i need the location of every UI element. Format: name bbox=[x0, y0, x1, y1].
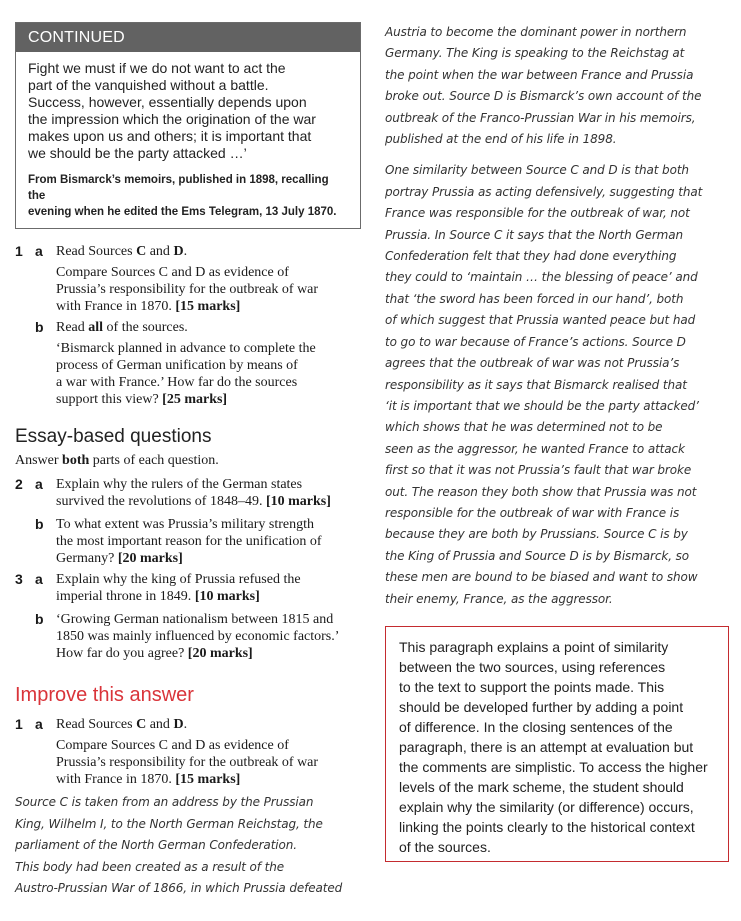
marks-label: [15 marks] bbox=[175, 772, 241, 787]
question-text: ‘Growing German nationalism between 1815 and 1850 was mainly influenced by economic factors.’ How far do you agree? bbox=[56, 612, 340, 661]
improve-question-instruction bbox=[56, 716, 361, 733]
question-2a-text bbox=[56, 476, 361, 510]
marks-label: [20 marks] bbox=[187, 646, 253, 661]
question-1b-text bbox=[56, 340, 361, 408]
source-c-ref: C bbox=[136, 244, 147, 259]
marks-label: [15 marks] bbox=[175, 299, 241, 314]
question-text: Compare Sources C and D as evidence of Prussia’s responsibility for the outbreak of war with France in 1870. bbox=[56, 738, 319, 787]
marks-label: [10 marks] bbox=[265, 494, 331, 509]
question-1a-text bbox=[56, 264, 361, 315]
source-d-quote: Fight we must if we do not want to act the part of the vanquished without a battle. Success, however, essentially depends upon the impression which the origination of the war makes upon us and others; it is important that we should be the party attacked …’ bbox=[28, 60, 316, 161]
question-2a bbox=[15, 476, 361, 510]
instruction-text: Read Sources bbox=[56, 717, 137, 732]
question-text: Explain why the king of Prussia refused the imperial throne in 1849. bbox=[56, 572, 301, 604]
marks-label: [20 marks] bbox=[117, 551, 183, 566]
question-3b bbox=[15, 611, 361, 662]
right-column bbox=[385, 22, 730, 610]
essay-instruction bbox=[15, 452, 361, 469]
instruction-text: of the sources. bbox=[103, 320, 188, 335]
question-letter: b bbox=[35, 319, 44, 335]
question-number: 1 bbox=[15, 243, 23, 259]
question-letter: a bbox=[35, 243, 43, 259]
source-d-box bbox=[15, 22, 361, 229]
question-3a-text bbox=[56, 571, 361, 605]
improve-question-1a bbox=[15, 716, 361, 788]
question-1b-instruction bbox=[56, 319, 361, 336]
student-answer-part3: One similarity between Source C and D is that both portray Prussia as acting defensively, suggesting that France was responsible for the outbreak of war, not Prussia. In Source C it says that the North German Confederation felt that they had done everything they could to ‘maintain … the blessing of peace’ and that ‘the sword has been forced in our hand’, both of which suggest that Prussia wanted peace but had to go to war because of France’s actions. Source D agrees that the outbreak of war was not Prussia’s responsibility as it says that Bismarck realised that ‘it is important that we should be the party attacked’ which shows that he was determined not to be seen as the aggressor, he wanted France to attack first so that it was not Prussia’s fault that war broke out. The reason they both show that Prussia was not responsible for the outbreak of war with France is because they are both by Prussians. Source C is by the King of Prussia and Source D is by Bismarck, so these men are bound to be biased and want to show their enemy, France, as the aggressor. bbox=[385, 163, 703, 606]
question-2b-text bbox=[56, 516, 361, 567]
question-letter: b bbox=[35, 516, 44, 532]
improve-heading: Improve this answer bbox=[15, 684, 194, 706]
question-letter: b bbox=[35, 611, 44, 627]
question-2b bbox=[15, 516, 361, 567]
question-3a bbox=[15, 571, 361, 605]
continued-header: CONTINUED bbox=[16, 23, 360, 52]
question-text: ‘Bismarck planned in advance to complete the process of German unification by means of a war with France.’ How far do the sources support this view? bbox=[56, 341, 316, 407]
instruction-emphasis: both bbox=[62, 453, 90, 468]
source-c-ref: C bbox=[136, 717, 147, 732]
instruction-emphasis: all bbox=[88, 320, 104, 335]
source-d-ref: D bbox=[173, 244, 184, 259]
instruction-text: Read Sources bbox=[56, 244, 137, 259]
marks-label: [25 marks] bbox=[162, 392, 228, 407]
question-number: 1 bbox=[15, 716, 23, 732]
question-1b bbox=[15, 319, 361, 408]
source-d-body bbox=[16, 52, 360, 228]
instruction-text: . bbox=[183, 717, 188, 732]
instruction-text: and bbox=[146, 717, 174, 732]
instruction-text: Read bbox=[56, 320, 89, 335]
student-answer-part2: Austria to become the dominant power in northern Germany. The King is speaking to the Reichstag at the point when the war between France and Prussia broke out. Source D is Bismarck’s own account of the outbreak of the Franco-Prussian War in his memoirs, published at the end of his life in 1898. bbox=[385, 25, 702, 147]
question-text: To what extent was Prussia’s military strength the most important reason for the unification of Germany? bbox=[56, 517, 322, 566]
question-text: Compare Sources C and D as evidence of Prussia’s responsibility for the outbreak of war with France in 1870. bbox=[56, 265, 319, 314]
question-1a bbox=[15, 243, 361, 315]
left-column bbox=[15, 22, 361, 900]
question-text: Explain why the rulers of the German states survived the revolutions of 1848–49. bbox=[56, 477, 303, 509]
question-letter: a bbox=[35, 571, 43, 587]
instruction-text: parts of each question. bbox=[89, 453, 219, 468]
instruction-text: and bbox=[146, 244, 174, 259]
question-letter: a bbox=[35, 716, 43, 732]
question-3b-text bbox=[56, 611, 361, 662]
source-d-attribution: From Bismarck’s memoirs, published in 1898, recalling the evening when he edited the Ems Telegram, 13 July 1870. bbox=[28, 174, 337, 218]
question-number: 3 bbox=[15, 571, 23, 587]
source-d-ref: D bbox=[173, 717, 184, 732]
student-answer-part1: Source C is taken from an address by the Prussian King, Wilhelm I, to the North German Reichstag, the parliament of the North German Confederation. This body had been created as a result of the Austro-Prussian War of 1866, in which Prussia defeated bbox=[15, 795, 343, 895]
question-1a-instruction bbox=[56, 243, 361, 260]
essay-heading: Essay-based questions bbox=[15, 426, 212, 447]
improve-question-text bbox=[56, 737, 361, 788]
question-letter: a bbox=[35, 476, 43, 492]
question-number: 2 bbox=[15, 476, 23, 492]
examiner-comment-box: This paragraph explains a point of similarity between the two sources, using references to the text to support the points made. This should be developed further by adding a point of difference. In the closing sentences of the paragraph, there is an attempt at evaluation but the comments are simplistic. To access the higher levels of the mark scheme, the student should explain why the similarity (or difference) occurs, linking the points clearly to the historical context of the sources. bbox=[385, 626, 729, 862]
instruction-text: Answer bbox=[15, 453, 63, 468]
marks-label: [10 marks] bbox=[194, 589, 260, 604]
instruction-text: . bbox=[183, 244, 188, 259]
